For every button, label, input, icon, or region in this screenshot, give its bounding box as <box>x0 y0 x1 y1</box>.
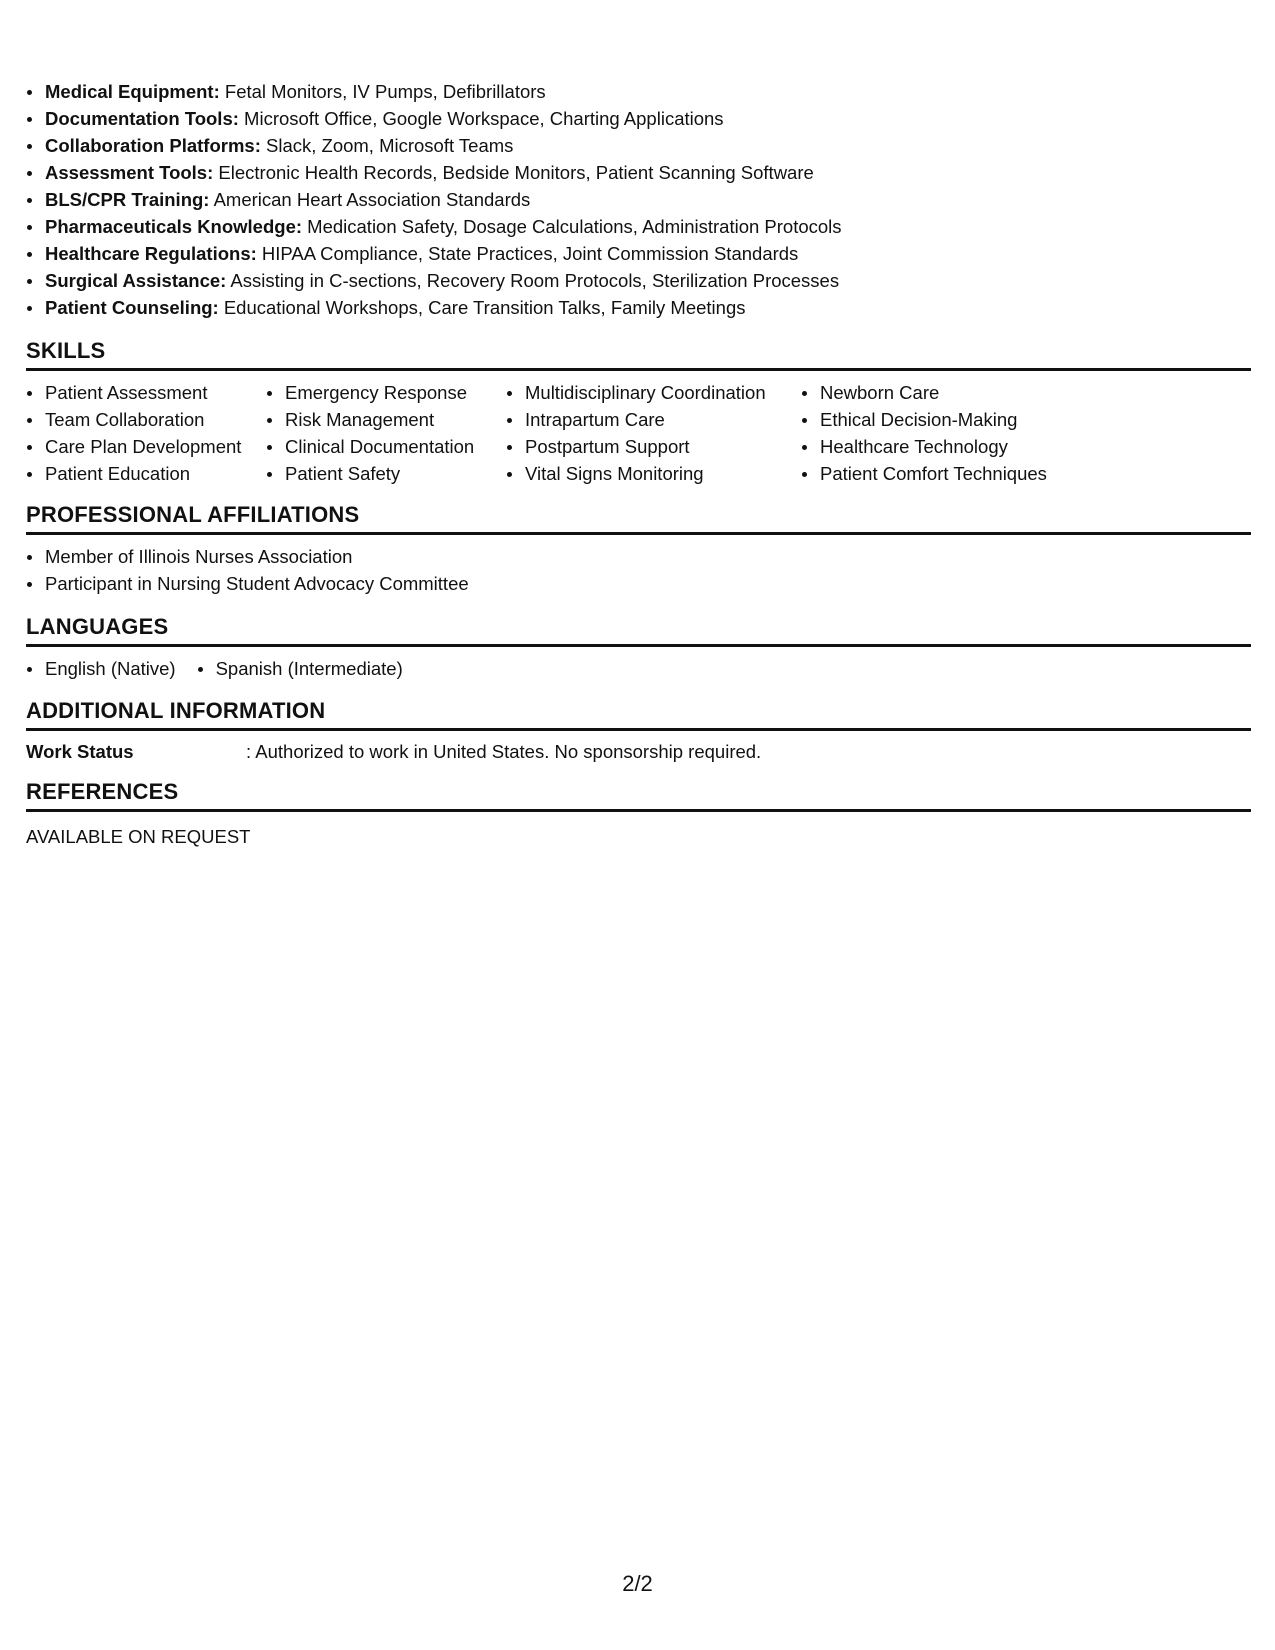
list-item <box>26 213 842 240</box>
tool-text: Medication Safety, Dosage Calculations, Administration Protocols <box>302 216 842 237</box>
additional-info-heading: ADDITIONAL INFORMATION <box>26 697 1251 731</box>
tool-text: Electronic Health Records, Bedside Monitors, Patient Scanning Software <box>213 162 814 183</box>
tool-label: Patient Counseling: <box>45 297 219 318</box>
work-status-row <box>26 738 761 765</box>
list-item <box>26 294 842 321</box>
tool-label: Assessment Tools: <box>45 162 214 183</box>
tools-list <box>26 78 842 321</box>
list-item <box>26 105 842 132</box>
skill-item: Patient Education <box>26 460 266 487</box>
language-item: English (Native) <box>26 655 176 682</box>
list-item <box>26 267 842 294</box>
work-status-value: : Authorized to work in United States. No sponsorship required. <box>246 741 762 762</box>
list-item <box>26 132 842 159</box>
list-item <box>26 159 842 186</box>
skills-heading: SKILLS <box>26 337 1251 371</box>
tool-label: Healthcare Regulations: <box>45 243 257 264</box>
list-item: Member of Illinois Nurses Association <box>26 543 469 570</box>
skill-item: Ethical Decision-Making <box>801 406 1101 433</box>
tool-text: Fetal Monitors, IV Pumps, Defibrillators <box>219 81 546 102</box>
tool-label: Collaboration Platforms: <box>45 135 261 156</box>
affiliations-list <box>26 543 469 597</box>
skill-item: Intrapartum Care <box>506 406 801 433</box>
tool-text: Slack, Zoom, Microsoft Teams <box>260 135 514 156</box>
skill-item: Multidisciplinary Coordination <box>506 379 801 406</box>
skill-item: Postpartum Support <box>506 433 801 460</box>
skill-item: Newborn Care <box>801 379 1101 406</box>
skill-item: Clinical Documentation <box>266 433 506 460</box>
skill-item: Care Plan Development <box>26 433 266 460</box>
work-status-label: Work Status <box>26 741 134 762</box>
list-item <box>26 78 842 105</box>
tool-label: BLS/CPR Training: <box>45 189 210 210</box>
skill-item: Patient Comfort Techniques <box>801 460 1101 487</box>
tool-text: American Heart Association Standards <box>209 189 531 210</box>
list-item <box>26 240 842 267</box>
language-item: Spanish (Intermediate) <box>197 655 403 682</box>
skill-item: Vital Signs Monitoring <box>506 460 801 487</box>
tool-label: Documentation Tools: <box>45 108 239 129</box>
skill-item: Risk Management <box>266 406 506 433</box>
references-text: AVAILABLE ON REQUEST <box>26 826 251 847</box>
affiliations-heading: PROFESSIONAL AFFILIATIONS <box>26 501 1251 535</box>
skills-column <box>26 379 266 487</box>
tool-label: Pharmaceuticals Knowledge: <box>45 216 303 237</box>
skill-item: Healthcare Technology <box>801 433 1101 460</box>
language-group <box>26 655 197 682</box>
tool-text: Microsoft Office, Google Workspace, Charting Applications <box>238 108 724 129</box>
tool-label: Surgical Assistance: <box>45 270 227 291</box>
tool-text: HIPAA Compliance, State Practices, Joint Commission Standards <box>256 243 799 264</box>
list-item <box>26 186 842 213</box>
tool-label: Medical Equipment: <box>45 81 220 102</box>
languages-heading: LANGUAGES <box>26 613 1251 647</box>
skill-item: Patient Safety <box>266 460 506 487</box>
skills-column <box>266 379 506 487</box>
skills-column <box>801 379 1101 487</box>
list-item: Participant in Nursing Student Advocacy Committee <box>26 570 469 597</box>
skill-item: Patient Assessment <box>26 379 266 406</box>
tool-text: Educational Workshops, Care Transition Talks, Family Meetings <box>218 297 746 318</box>
tool-text: Assisting in C-sections, Recovery Room Protocols, Sterilization Processes <box>226 270 840 291</box>
page-number: 2/2 <box>622 1571 653 1596</box>
skills-grid <box>26 379 1101 487</box>
language-group <box>197 655 424 682</box>
skill-item: Emergency Response <box>266 379 506 406</box>
skills-column <box>506 379 801 487</box>
languages-list <box>26 655 424 682</box>
skill-item: Team Collaboration <box>26 406 266 433</box>
references-heading: REFERENCES <box>26 778 1251 812</box>
